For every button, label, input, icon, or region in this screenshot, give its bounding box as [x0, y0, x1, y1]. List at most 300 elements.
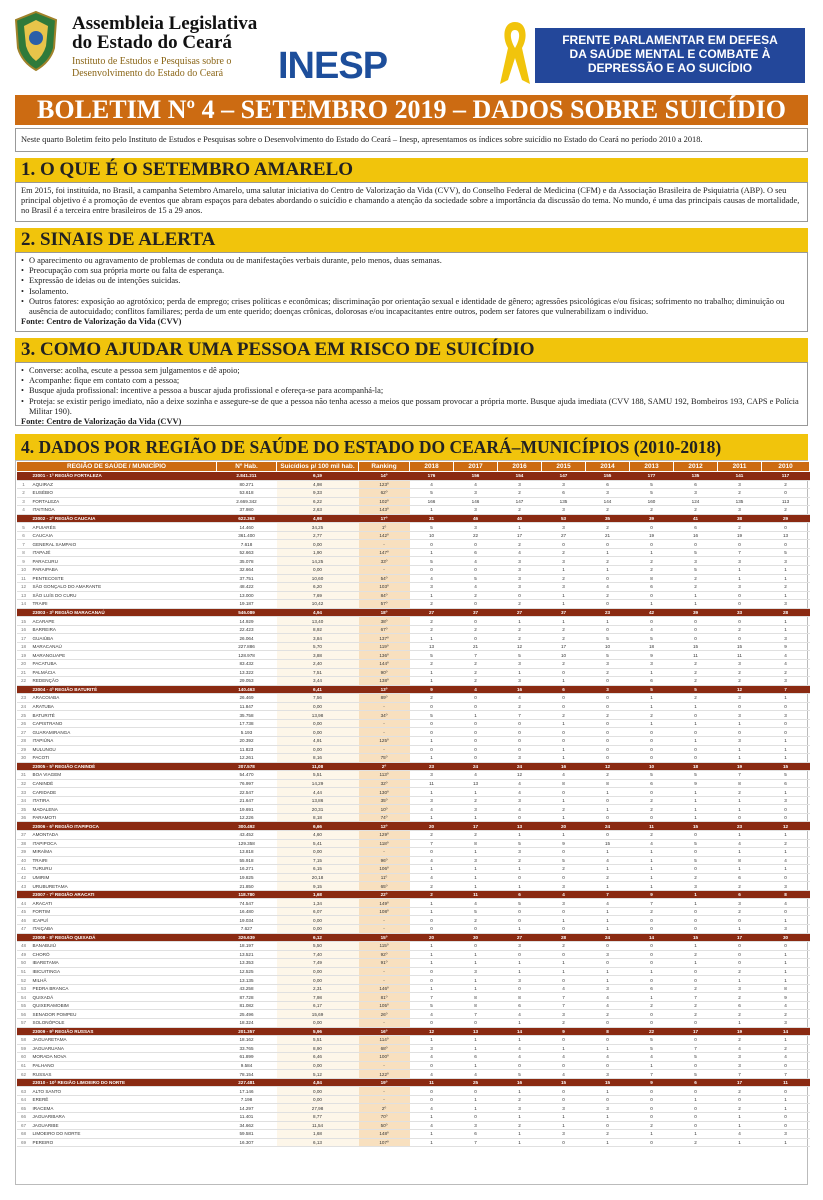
table-row	[17, 489, 810, 498]
table-cell: 8	[718, 779, 762, 788]
table-cell: 0,00	[277, 848, 359, 857]
table-cell: 1	[498, 523, 542, 532]
table-cell: 1	[674, 719, 718, 728]
table-row	[17, 771, 810, 780]
table-cell: 1	[718, 1121, 762, 1130]
table-cell: 18.197	[217, 942, 277, 951]
table-cell: 0	[542, 873, 586, 882]
table-cell: 39	[630, 514, 674, 523]
table-cell: 21.647	[217, 796, 277, 805]
table-cell: 1	[762, 754, 810, 763]
table-cell: 2	[410, 830, 454, 839]
list-item: • Acompanhe: fique em contato com a pessoa;	[21, 376, 802, 386]
table-cell: 0	[454, 754, 498, 763]
table-cell: FORTIM	[31, 907, 217, 916]
table-cell: 4	[498, 805, 542, 814]
table-cell: 3	[718, 984, 762, 993]
table-cell: GENERAL SAMPAIO	[31, 540, 217, 549]
table-cell: 16	[498, 685, 542, 694]
table-cell: 1	[542, 796, 586, 805]
table-cell: FORTALEZA	[31, 497, 217, 506]
table-cell: 20	[410, 933, 454, 942]
table-cell: PACOTI	[31, 754, 217, 763]
table-cell: 1	[410, 1036, 454, 1045]
table-cell: 5	[630, 489, 674, 498]
table-cell: 1	[718, 924, 762, 933]
table-cell: 0	[454, 702, 498, 711]
table-cell: 1	[586, 882, 630, 891]
table-cell: 8	[586, 779, 630, 788]
table-row	[17, 976, 810, 985]
table-cell: 2	[542, 660, 586, 669]
table-cell: 1	[718, 830, 762, 839]
table-cell: 12	[586, 762, 630, 771]
table-cell: 1	[454, 1044, 498, 1053]
table-cell: 6,41	[277, 685, 359, 694]
table-cell: 7	[542, 993, 586, 1002]
table-cell: 1	[454, 984, 498, 993]
table-cell: 27	[410, 608, 454, 617]
table-cell: 0	[674, 924, 718, 933]
table-cell: 0	[630, 1019, 674, 1028]
table-cell: 9	[762, 642, 810, 651]
table-cell: 1	[586, 967, 630, 976]
table-cell: EUSÉBIO	[31, 489, 217, 498]
table-cell: 23003 - 3ª REGIÃO MARACANAÚ	[31, 608, 217, 617]
table-cell: 0	[674, 967, 718, 976]
table-cell: 13	[762, 531, 810, 540]
table-cell: 1	[674, 1130, 718, 1139]
table-cell: 3	[542, 557, 586, 566]
table-cell: 6,22	[277, 497, 359, 506]
table-row	[17, 728, 810, 737]
table-cell: 0	[762, 805, 810, 814]
table-cell: 12.226	[217, 813, 277, 822]
table-cell: 1	[454, 950, 498, 959]
table-row	[17, 1138, 810, 1147]
table-cell: 12	[498, 771, 542, 780]
table-cell: 3	[454, 805, 498, 814]
table-cell: 1	[630, 993, 674, 1002]
table-cell: 8	[454, 1001, 498, 1010]
table-cell	[17, 822, 31, 831]
table-cell: 103º	[359, 583, 410, 592]
table-cell: 58	[17, 1036, 31, 1045]
table-cell: -	[359, 728, 410, 737]
table-cell	[17, 608, 31, 617]
table-cell: 1	[630, 600, 674, 609]
table-cell: 54	[17, 993, 31, 1002]
table-cell: 19.691	[217, 805, 277, 814]
table-cell: 3	[454, 489, 498, 498]
table-cell: 19	[718, 1027, 762, 1036]
table-cell: 4	[762, 1053, 810, 1062]
table-cell: 1	[542, 959, 586, 968]
table-cell: 7,98	[277, 993, 359, 1002]
table-cell: 3	[762, 924, 810, 933]
table-cell: 0	[718, 728, 762, 737]
table-cell: 4	[498, 779, 542, 788]
table-cell: 115º	[359, 942, 410, 951]
table-cell: 2	[542, 805, 586, 814]
table-cell: 30	[17, 754, 31, 763]
table-cell: 135	[674, 472, 718, 481]
table-cell: 1	[454, 813, 498, 822]
table-cell: 9,15	[277, 882, 359, 891]
column-header: 2015	[542, 462, 586, 472]
table-cell: 1	[410, 865, 454, 874]
table-cell: 1	[454, 873, 498, 882]
table-cell: 7	[586, 890, 630, 899]
table-cell: 4	[762, 899, 810, 908]
table-cell: 5	[498, 839, 542, 848]
table-cell: 1	[630, 848, 674, 857]
table-cell: 2.669.342	[217, 497, 277, 506]
table-cell: 18	[674, 762, 718, 771]
table-cell: 41	[17, 865, 31, 874]
table-cell: 37	[454, 608, 498, 617]
table-cell: 34º	[359, 711, 410, 720]
table-cell: 6	[718, 890, 762, 899]
table-cell: JAGUARIBARA	[31, 1113, 217, 1122]
table-cell: 1º	[359, 523, 410, 532]
table-row	[17, 591, 810, 600]
table-row	[17, 1001, 810, 1010]
table-cell: -	[359, 719, 410, 728]
table-cell: 0	[630, 745, 674, 754]
table-cell: 1	[762, 1104, 810, 1113]
table-cell: 1	[674, 788, 718, 797]
institution-name: Assembleia Legislativa do Estado do Ceará	[72, 13, 258, 53]
table-cell: 2	[498, 625, 542, 634]
table-cell: 16.307	[217, 1138, 277, 1147]
table-cell: 1	[674, 591, 718, 600]
table-cell: 1	[586, 924, 630, 933]
table-row	[17, 754, 810, 763]
table-cell: 0	[674, 1036, 718, 1045]
table-cell: 6,15	[277, 865, 359, 874]
table-cell: 7	[718, 548, 762, 557]
table-cell: 67	[17, 1121, 31, 1130]
table-cell: 1	[498, 1019, 542, 1028]
table-cell: 3	[542, 882, 586, 891]
table-cell: 1	[410, 736, 454, 745]
table-cell: 37.980	[217, 506, 277, 515]
table-cell: 622.363	[217, 514, 277, 523]
table-cell: 0	[542, 728, 586, 737]
section-3-heading: 3. COMO AJUDAR UMA PESSOA EM RISCO DE SUICÍDIO	[15, 338, 808, 362]
table-cell: 4	[17, 506, 31, 515]
table-cell: 7	[718, 771, 762, 780]
table-cell: 7	[762, 685, 810, 694]
table-cell: 40	[17, 856, 31, 865]
table-cell: 69	[17, 1138, 31, 1147]
table-cell: 326.639	[217, 933, 277, 942]
table-cell: 26º	[359, 1010, 410, 1019]
table-cell: 17	[542, 642, 586, 651]
table-cell: 0	[410, 1019, 454, 1028]
table-cell: 5	[630, 771, 674, 780]
table-cell: 15	[674, 933, 718, 942]
table-cell: 48.422	[217, 583, 277, 592]
table-row	[17, 1104, 810, 1113]
table-cell: 0	[542, 736, 586, 745]
table-cell: 0	[762, 1061, 810, 1070]
table-cell: PARAIPABA	[31, 566, 217, 575]
table-cell: 1	[586, 617, 630, 626]
table-cell: 6	[674, 480, 718, 489]
table-cell: 9	[630, 651, 674, 660]
table-cell: MIRAÍMA	[31, 848, 217, 857]
table-cell: 54.470	[217, 771, 277, 780]
table-cell: 3	[762, 634, 810, 643]
table-cell: 17	[718, 933, 762, 942]
table-row	[17, 668, 810, 677]
table-row	[17, 1121, 810, 1130]
table-row	[17, 497, 810, 506]
table-cell: 0	[454, 1019, 498, 1028]
table-cell: 2	[762, 1044, 810, 1053]
table-cell: 0	[762, 728, 810, 737]
table-cell: 9	[630, 1078, 674, 1087]
table-cell: 18.324	[217, 1019, 277, 1028]
table-cell: 1	[410, 942, 454, 951]
table-cell: 2	[718, 668, 762, 677]
table-cell: UMIRIM	[31, 873, 217, 882]
table-cell: 3	[718, 506, 762, 515]
table-cell: 155	[586, 472, 630, 481]
table-cell: 0	[542, 924, 586, 933]
table-cell: 1	[586, 1044, 630, 1053]
table-cell: 0	[410, 976, 454, 985]
table-cell: 83.432	[217, 660, 277, 669]
table-cell: MARANGUAPE	[31, 651, 217, 660]
table-cell: 0,00	[277, 976, 359, 985]
table-cell: 135	[542, 497, 586, 506]
table-cell: QUIXERAMOBIM	[31, 1001, 217, 1010]
table-cell: 1	[410, 959, 454, 968]
table-cell: 1	[410, 1113, 454, 1122]
table-cell: PALMÁCIA	[31, 668, 217, 677]
table-cell: 0	[586, 1095, 630, 1104]
table-cell: 23010 - 10ª REGIÃO LIMOEIRO DO NORTE	[31, 1078, 217, 1087]
table-row	[17, 711, 810, 720]
table-cell: 0,00	[277, 1087, 359, 1096]
table-cell: PEREIRO	[31, 1138, 217, 1147]
table-cell: 1	[762, 1095, 810, 1104]
table-row	[17, 625, 810, 634]
table-cell: 2	[586, 557, 630, 566]
table-cell: 1	[542, 719, 586, 728]
table-cell: 0,00	[277, 745, 359, 754]
table-cell: RUSSAS	[31, 1070, 217, 1079]
column-header: Ranking	[359, 462, 410, 472]
table-cell: 0	[718, 813, 762, 822]
table-cell: TRAIRI	[31, 600, 217, 609]
table-cell: 1	[410, 788, 454, 797]
table-cell: 9	[410, 685, 454, 694]
table-cell: 0	[718, 591, 762, 600]
table-cell: 0	[542, 788, 586, 797]
table-cell: 84º	[359, 591, 410, 600]
table-cell: 3	[762, 711, 810, 720]
table-row	[17, 1087, 810, 1096]
table-cell: 20,31	[277, 805, 359, 814]
region-row	[17, 933, 810, 942]
table-cell: 0	[674, 865, 718, 874]
table-cell: 32º	[359, 779, 410, 788]
table-row	[17, 719, 810, 728]
table-cell: 65º	[359, 882, 410, 891]
table-cell: 1	[762, 865, 810, 874]
table-cell: 0	[410, 1095, 454, 1104]
table-cell: 20	[542, 822, 586, 831]
table-cell: 2	[674, 1138, 718, 1147]
table-cell: 22	[454, 531, 498, 540]
table-cell: 4,98	[277, 480, 359, 489]
table-cell: 2	[718, 1036, 762, 1045]
table-cell: PARAMOTI	[31, 813, 217, 822]
table-cell: 4	[586, 856, 630, 865]
region-row	[17, 608, 810, 617]
table-cell: 142º	[359, 531, 410, 540]
table-cell: MORADA NOVA	[31, 1053, 217, 1062]
table-cell: 4,98	[277, 514, 359, 523]
table-cell: 5	[674, 856, 718, 865]
table-cell: 14	[17, 600, 31, 609]
table-cell: 0	[498, 1061, 542, 1070]
table-cell: 1	[586, 976, 630, 985]
table-cell: 6	[630, 677, 674, 686]
table-cell: 0,00	[277, 1019, 359, 1028]
table-cell: 105º	[359, 1001, 410, 1010]
table-cell: 1	[762, 916, 810, 925]
table-cell: 0	[454, 736, 498, 745]
table-cell: 35	[17, 805, 31, 814]
table-cell: 52	[17, 976, 31, 985]
table-cell: 8	[762, 890, 810, 899]
table-cell: 11.823	[217, 745, 277, 754]
table-cell: 1	[410, 506, 454, 515]
table-cell: 11.847	[217, 702, 277, 711]
table-cell: 25	[17, 711, 31, 720]
table-cell: 0	[718, 1095, 762, 1104]
table-cell: 3	[498, 660, 542, 669]
table-cell: 5,96	[277, 1027, 359, 1036]
table-cell: 8	[762, 984, 810, 993]
table-cell: 146	[454, 497, 498, 506]
table-cell: QUIXADÁ	[31, 993, 217, 1002]
table-cell: 5	[674, 548, 718, 557]
table-cell: 148º	[359, 1130, 410, 1139]
table-cell: 2	[498, 600, 542, 609]
table-row	[17, 1061, 810, 1070]
table-cell: 2	[542, 942, 586, 951]
table-row	[17, 702, 810, 711]
table-cell: 4,60	[277, 830, 359, 839]
table-cell: 0	[630, 617, 674, 626]
table-cell: 18º	[359, 608, 410, 617]
table-cell: 26.064	[217, 634, 277, 643]
table-cell: 1	[718, 574, 762, 583]
table-cell: 0	[586, 1121, 630, 1130]
table-cell: 2	[542, 711, 586, 720]
table-cell: 0,00	[277, 728, 359, 737]
table-cell: 11	[630, 822, 674, 831]
table-cell: 33º	[359, 557, 410, 566]
table-cell: 8,90	[277, 1044, 359, 1053]
table-cell: 11	[410, 779, 454, 788]
table-cell: 0,00	[277, 540, 359, 549]
table-cell: 22	[17, 677, 31, 686]
table-cell: 2	[586, 523, 630, 532]
table-row	[17, 865, 810, 874]
table-cell: 11	[718, 651, 762, 660]
table-cell: 1	[586, 1087, 630, 1096]
table-cell: 0	[498, 950, 542, 959]
table-cell: 2	[17, 489, 31, 498]
table-cell: 3	[586, 950, 630, 959]
table-cell: 0	[674, 728, 718, 737]
table-cell: TURURU	[31, 865, 217, 874]
table-cell: 2	[410, 625, 454, 634]
table-row	[17, 813, 810, 822]
table-cell: 0	[542, 1095, 586, 1104]
table-cell: 15	[17, 617, 31, 626]
table-cell: PEDRA BRANCA	[31, 984, 217, 993]
table-cell: 4	[718, 1044, 762, 1053]
table-cell: 4	[410, 1010, 454, 1019]
table-cell: 123º	[359, 480, 410, 489]
table-cell: 7	[674, 993, 718, 1002]
table-cell: 4	[454, 685, 498, 694]
table-cell: 3	[454, 967, 498, 976]
table-cell: 9	[630, 890, 674, 899]
table-cell: PACATUBA	[31, 660, 217, 669]
table-cell: 36	[17, 813, 31, 822]
table-cell: 1	[498, 882, 542, 891]
table-cell: 63	[17, 1087, 31, 1096]
table-cell: 0	[718, 942, 762, 951]
table-cell: ICAPUÍ	[31, 916, 217, 925]
table-cell: 2	[630, 796, 674, 805]
table-cell: PALHANO	[31, 1061, 217, 1070]
table-cell: 50	[17, 959, 31, 968]
table-cell: 1	[542, 617, 586, 626]
table-cell: 1	[410, 1138, 454, 1147]
table-cell: 22.423	[217, 625, 277, 634]
table-row	[17, 617, 810, 626]
table-cell: 9	[674, 779, 718, 788]
table-cell: 3	[498, 677, 542, 686]
table-cell: 16º	[359, 1027, 410, 1036]
institution-subtitle: Instituto de Estudos e Pesquisas sobre o Desenvolvimento do Estado do Ceará	[72, 56, 232, 79]
table-cell: 59	[17, 1044, 31, 1053]
table-cell: 9.584	[217, 1061, 277, 1070]
table-cell: 0	[630, 942, 674, 951]
table-cell: 14.460	[217, 523, 277, 532]
table-cell: 17.738	[217, 719, 277, 728]
table-cell: 4	[454, 480, 498, 489]
table-cell: 5.193	[217, 728, 277, 737]
table-cell: 4	[410, 873, 454, 882]
table-cell: 0	[586, 745, 630, 754]
table-cell: 0	[410, 728, 454, 737]
table-cell: 89º	[359, 694, 410, 703]
table-cell: 1	[454, 865, 498, 874]
table-cell: 1	[454, 882, 498, 891]
table-cell: 102º	[359, 497, 410, 506]
